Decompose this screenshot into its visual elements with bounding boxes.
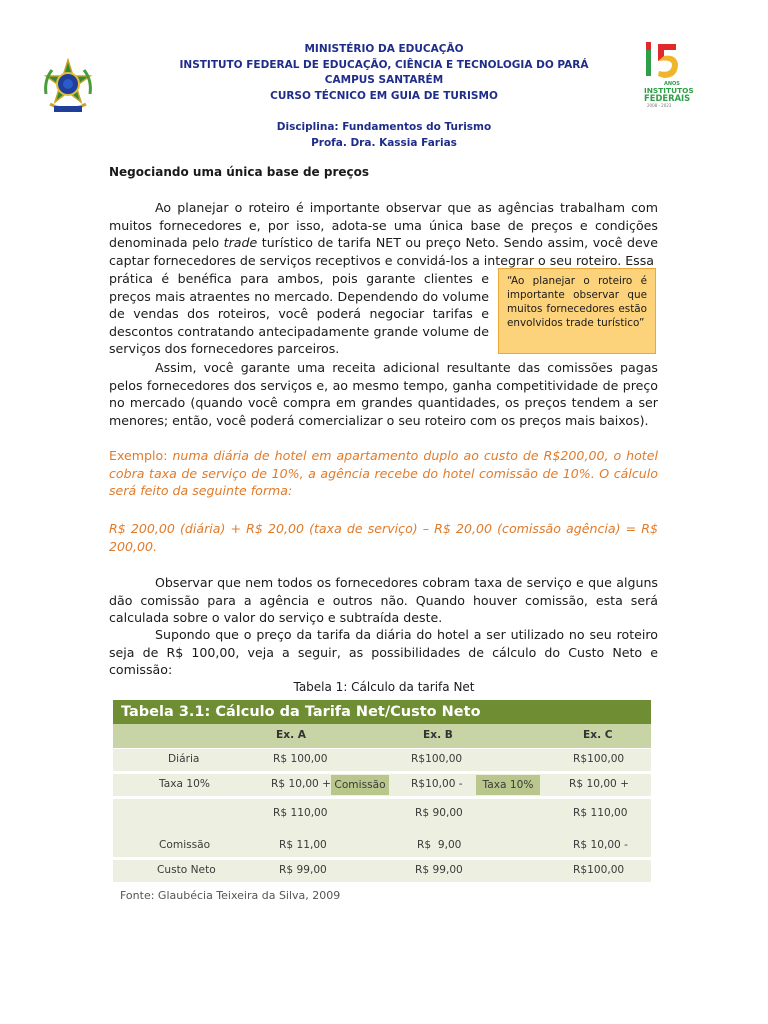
- badge-years-text: 2008 - 2023: [647, 103, 672, 108]
- pill-comissao: Comissão: [331, 775, 389, 795]
- header-line-course: CURSO TÉCNICO EM GUIA DE TURISMO: [270, 89, 498, 102]
- brasao-republica-icon: [40, 58, 96, 118]
- taxa-ex-a: R$ 10,00 +: [271, 778, 332, 790]
- comissao-ex-a: R$ 11,00: [279, 839, 327, 851]
- tarifa-net-table: [113, 700, 651, 876]
- table-row-taxa: [113, 774, 651, 796]
- subtotal-ex-a: R$ 110,00: [273, 807, 328, 819]
- calculation-line: R$ 200,00 (diária) + R$ 20,00 (taxa de serviço) – R$ 20,00 (comissão agência) = R$ 200,00.: [109, 521, 658, 554]
- example-paragraph: [109, 447, 658, 500]
- paragraph-2: Assim, você garante uma receita adicional resultante das comissões pagas pelos fornecedores dos serviços e, ao mesmo tempo, ganha competitividade de preço no mercado (quando você compra em grandes quantidades, os preços tendem a ser menores; então, você poderá comercializar o seu roteiro com os preços mais baixos).: [109, 360, 658, 428]
- header-line-ministry: MINISTÉRIO DA EDUCAÇÃO: [304, 43, 464, 55]
- callout-quote-box: “Ao planejar o roteiro é importante observar que muitos fornecedores estão envolvidos trade turístico”: [498, 268, 656, 354]
- table-header-row: [113, 724, 651, 748]
- badge-federais-text: FEDERAIS: [644, 93, 691, 103]
- comissao-ex-b: R$ 9,00: [417, 839, 462, 851]
- custo-ex-a: R$ 99,00: [279, 864, 327, 876]
- paragraph-1: [109, 199, 658, 269]
- example-label: Exemplo:: [109, 448, 168, 463]
- row-label-comissao: Comissão: [159, 839, 211, 851]
- header-discipline: Disciplina: Fundamentos do Turismo: [276, 121, 492, 133]
- paragraph-3: Observar que nem todos os fornecedores cobram taxa de serviço e que alguns dão comissão para a agência e outros não. Quando houver comissão, esta será calculada sobre o valor do serviço e subtraída deste.: [109, 575, 658, 626]
- table-source: Fonte: Glaubécia Teixeira da Silva, 2009: [120, 889, 341, 902]
- diaria-ex-b: R$100,00: [411, 753, 463, 765]
- table-row-diaria: [113, 749, 651, 771]
- subtotal-ex-c: R$ 110,00: [573, 807, 628, 819]
- column-header-ex-b: Ex. B: [423, 729, 453, 741]
- custo-ex-b: R$ 99,00: [415, 864, 463, 876]
- column-header-ex-c: Ex. C: [583, 729, 613, 741]
- paragraph-4: Supondo que o preço da tarifa da diária do hotel a ser utilizado no seu roteiro seja de R$ 100,00, veja a seguir, as possibilidades de cálculo do Custo Neto e comissão:: [109, 627, 658, 678]
- row-label-diaria: Diária: [168, 753, 200, 765]
- table-row-subtotal-comissao: [113, 799, 651, 857]
- table-row-custo-neto: [113, 860, 651, 882]
- diaria-ex-a: R$ 100,00: [273, 753, 328, 765]
- header-line-campus: CAMPUS SANTARÉM: [324, 74, 444, 86]
- badge-institutos-text: INSTITUTOS: [644, 86, 694, 95]
- institutos-federais-15-anos-logo: [642, 40, 706, 110]
- paragraph-1-narrow: prática é benéfica para ambos, pois garante clientes e preços mais atraentes no mercado. Dependendo do volume de vendas dos roteiros, você poderá negociar tarifas e descontos contratando antecipadamente grande volume de serviços dos fornecedores parceiros.: [109, 271, 489, 357]
- custo-ex-c: R$100,00: [573, 864, 625, 876]
- example-text: numa diária de hotel em apartamento duplo ao custo de R$200,00, o hotel cobra taxa de serviço de 10%, a agência recebe do hotel comissão de 10%. O cálculo será feito da seguinte forma:: [109, 448, 658, 499]
- taxa-ex-c: R$ 10,00 +: [569, 778, 630, 790]
- taxa-ex-b: R$10,00 -: [411, 778, 463, 790]
- badge-anos-text: ANOS: [664, 81, 680, 87]
- diaria-ex-c: R$100,00: [573, 753, 625, 765]
- table-caption: Tabela 1: Cálculo da tarifa Net: [293, 680, 475, 694]
- header-teacher: Profa. Dra. Kassia Farias: [311, 136, 457, 149]
- row-label-taxa: Taxa 10%: [159, 778, 210, 790]
- column-header-ex-a: Ex. A: [276, 729, 306, 741]
- pill-taxa: Taxa 10%: [476, 775, 540, 795]
- paragraph-1-text-cont: turístico de tarifa NET ou preço Neto. Sendo assim, você deve captar fornecedores de serviços receptivos e convidá-los a integrar o seu roteiro. Essa: [109, 235, 659, 268]
- header-line-institute: INSTITUTO FEDERAL DE EDUCAÇÃO, CIÊNCIA E TECNOLOGIA DO PARÁ: [179, 58, 589, 71]
- subtotal-ex-b: R$ 90,00: [415, 807, 463, 819]
- trade-term: trade: [223, 235, 258, 251]
- row-label-custo-neto: Custo Neto: [157, 864, 216, 876]
- comissao-ex-c: R$ 10,00 -: [573, 839, 628, 851]
- paragraph-1-text: Ao planejar o roteiro é importante observar que as agências trabalham com muitos fornecedores e, por isso, adota-se uma única base de preços e condições denominada pelo: [109, 200, 658, 251]
- section-title: Negociando uma única base de preços: [109, 165, 370, 179]
- table-title: Tabela 3.1: Cálculo da Tarifa Net/Custo Neto: [113, 700, 651, 724]
